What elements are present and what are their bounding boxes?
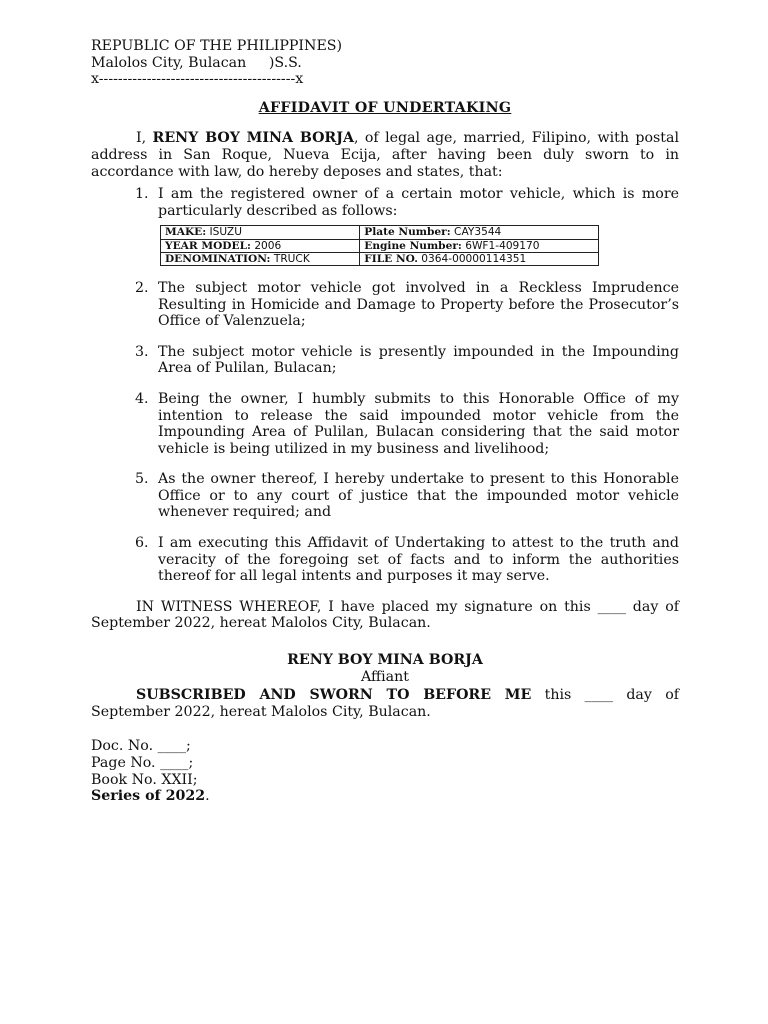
affiant-label: Affiant — [361, 668, 409, 685]
statement-item — [91, 344, 679, 377]
series-period: . — [205, 788, 210, 805]
table-cell-denomination — [161, 252, 360, 265]
caption-republic: REPUBLIC OF THE PHILIPPINES) — [91, 38, 343, 54]
vehicle-details-table — [160, 225, 599, 266]
signature-block — [91, 652, 679, 685]
statement-number: 1. — [135, 186, 149, 203]
series-label: Series of 2022 — [91, 788, 206, 805]
year-label: YEAR MODEL: — [165, 239, 251, 252]
affiant-name: RENY BOY MINA BORJA — [287, 652, 483, 669]
statement-item — [91, 280, 679, 330]
table-cell-engine — [360, 239, 599, 252]
make-label: MAKE: — [165, 226, 207, 239]
doc-no: Doc. No. ____; — [91, 738, 191, 755]
statement-number: 4. — [135, 390, 149, 407]
table-row — [161, 226, 599, 239]
caption-separator: x-----------------------------------------x — [91, 71, 304, 88]
statement-item — [91, 535, 679, 585]
intro-text: , of legal age, married, Filipino, with postal address in San Roque, Nueva Ecija, after having been duly sworn to in accordance with law, do hereby deposes and states, that: — [91, 130, 680, 180]
statement-text: I am the registered owner of a certain motor vehicle, which is more particularly described as follows: — [158, 186, 679, 219]
statement-text: The subject motor vehicle got involved in a Reckless Imprudence Resulting in Homicide and Damage to Property before the Prosecutor’s Office of Valenzuela; — [158, 279, 679, 330]
statement-item — [91, 186, 679, 219]
affidavit-document — [91, 38, 679, 805]
page-no: Page No. ____; — [91, 755, 194, 772]
statement-list-continued — [91, 280, 679, 585]
statement-number: 3. — [135, 343, 149, 360]
witness-text: IN WITNESS WHEREOF, I have placed my signature on this ____ day of September 2022, hereat Malolos City, Bulacan. — [91, 598, 679, 632]
file-value: 0364-00000114351 — [421, 252, 527, 265]
table-cell-year — [161, 239, 360, 252]
year-value: 2006 — [254, 239, 282, 252]
jurat-paragraph — [91, 687, 679, 720]
venue-caption — [91, 38, 679, 88]
plate-value: CAY3544 — [454, 226, 502, 239]
document-title: AFFIDAVIT OF UNDERTAKING — [258, 99, 512, 116]
statement-text: The subject motor vehicle is presently impounded in the Impounding Area of Pulilan, Bulacan; — [158, 343, 679, 377]
make-value: ISUZU — [209, 226, 242, 239]
jurat-heading: SUBSCRIBED AND SWORN TO BEFORE ME — [136, 687, 532, 704]
table-cell-make — [161, 226, 360, 239]
statement-item — [91, 391, 679, 457]
statement-number: 5. — [135, 471, 149, 488]
caption-city: Malolos City, Bulacan )S.S. — [91, 54, 302, 71]
jurat-text: this ____ day of September 2022, hereat Malolos City, Bulacan. — [91, 687, 679, 720]
table-cell-plate — [360, 226, 599, 239]
witness-paragraph — [91, 599, 679, 632]
plate-label: Plate Number: — [364, 226, 451, 239]
statement-number: 2. — [135, 279, 149, 296]
table-row — [161, 239, 599, 252]
statement-item — [91, 471, 679, 521]
intro-prefix: I, — [136, 130, 153, 147]
affiant-name-intro: RENY BOY MINA BORJA — [152, 130, 354, 147]
statement-number: 6. — [135, 535, 149, 552]
table-cell-file — [360, 252, 599, 265]
statement-text: Being the owner, I humbly submits to this Honorable Office of my intention to release the said impounded motor vehicle from the Impounding Area of Pulilan, Bulacan considering that the said motor vehicle is being utilized in my business and livelihood; — [158, 390, 679, 457]
statement-list — [91, 186, 679, 219]
book-no: Book No. XXII; — [91, 771, 198, 788]
engine-label: Engine Number: — [364, 239, 462, 252]
denomination-value: TRUCK — [273, 252, 310, 265]
statement-text: I am executing this Affidavit of Undertaking to attest to the truth and veracity of the foregoing set of facts and to inform the authorities thereof for all legal intents and purposes it may serve. — [158, 535, 679, 585]
engine-value: 6WF1-409170 — [465, 239, 540, 252]
file-label: FILE NO. — [364, 252, 418, 265]
series-line — [91, 788, 679, 805]
statement-text: As the owner thereof, I hereby undertake to present to this Honorable Office or to any court of justice that the impounded motor vehicle whenever required; and — [158, 471, 679, 521]
table-row — [161, 252, 599, 265]
denomination-label: DENOMINATION: — [165, 252, 271, 265]
notarial-register — [91, 738, 679, 804]
intro-paragraph — [91, 130, 679, 180]
